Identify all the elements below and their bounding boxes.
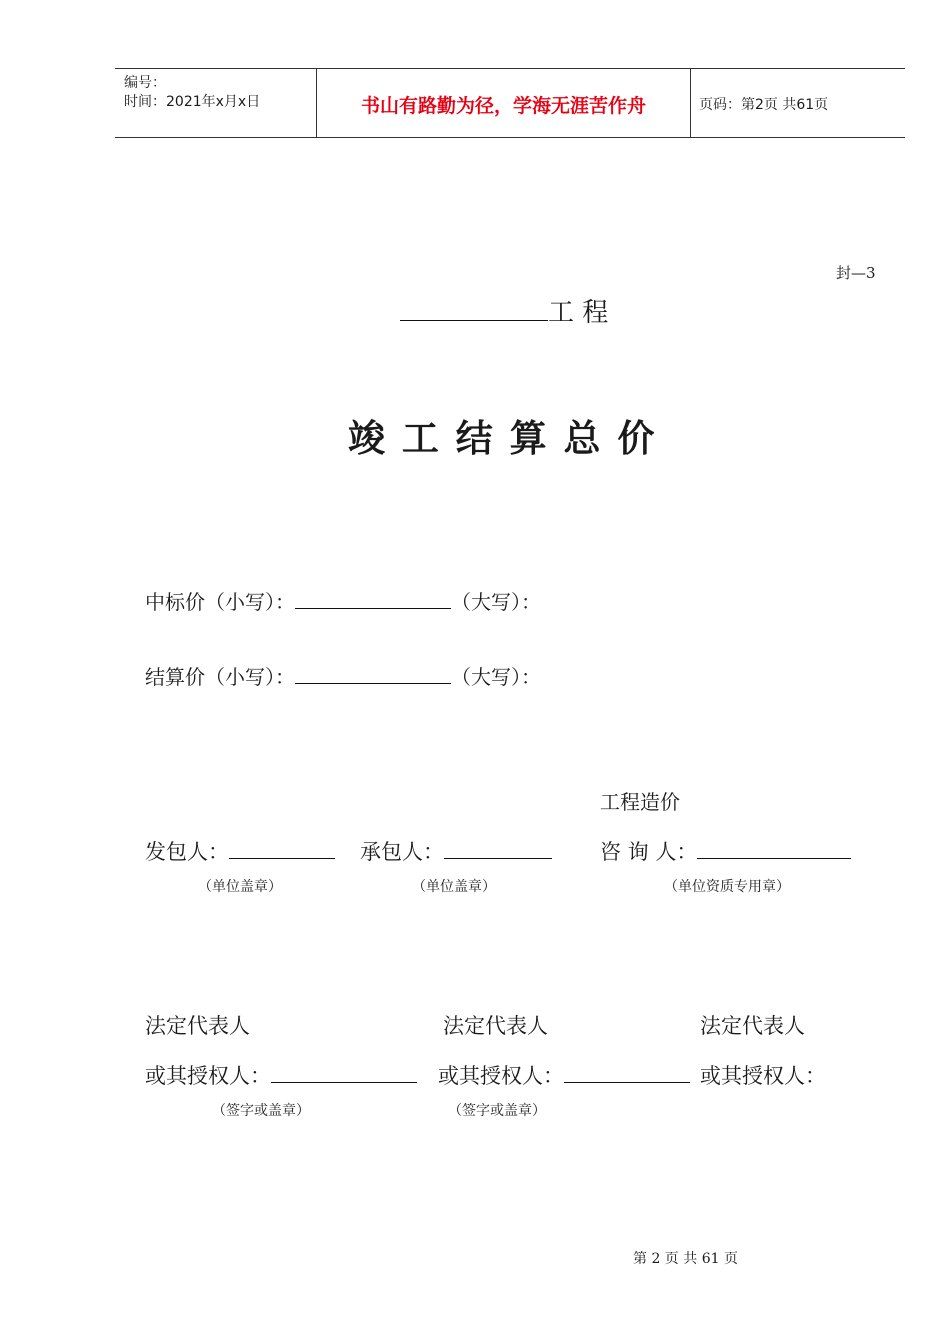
project-name-blank — [400, 319, 548, 321]
consultant-field — [600, 836, 851, 866]
contractor-stamp-note: （单位盖章） — [412, 879, 496, 895]
consultant-label: 咨 询 人： — [600, 840, 698, 864]
contractor-field — [360, 836, 552, 866]
issuer-blank — [229, 857, 335, 859]
header-meta-cell — [115, 69, 316, 137]
page-footer: 第 2 页 共 61 页 — [633, 1251, 738, 1267]
authorized-field-3 — [700, 1060, 826, 1090]
header-time: 时间：2021年x月x日 — [124, 94, 261, 110]
settle-price-blank — [295, 682, 451, 684]
sign-note-2: （签字或盖章） — [448, 1103, 546, 1119]
issuer-stamp-note: （单位盖章） — [198, 879, 282, 895]
bid-price-blank — [295, 607, 451, 609]
authorized-field-1 — [145, 1060, 417, 1090]
header-number: 编号： — [124, 75, 166, 91]
authorized-field-2 — [438, 1060, 690, 1090]
contractor-blank — [444, 857, 552, 859]
main-title: 竣 工 结 算 总 价 — [348, 416, 657, 460]
settle-price-label: 结算价（小写）： — [145, 665, 295, 689]
header-page-number: 页码：第2页 共61页 — [699, 97, 829, 113]
issuer-field — [145, 836, 335, 866]
legal-rep-label-3: 法定代表人 — [700, 1014, 805, 1038]
project-line — [400, 292, 608, 329]
consultant-stamp-note: （单位资质专用章） — [664, 879, 790, 895]
legal-rep-label-2: 法定代表人 — [443, 1014, 548, 1038]
legal-rep-label-1: 法定代表人 — [145, 1014, 250, 1038]
bid-price-label: 中标价（小写）： — [145, 590, 295, 614]
consultant-blank — [697, 857, 851, 859]
bid-price-upper-label: （大写）： — [451, 590, 541, 614]
issuer-label: 发包人： — [145, 840, 229, 864]
header-motto-cell — [316, 69, 691, 137]
sign-note-1: （签字或盖章） — [212, 1103, 310, 1119]
authorized-blank-1 — [271, 1081, 417, 1083]
header-motto: 书山有路勤为径，学海无涯苦作舟 — [360, 95, 646, 117]
authorized-label-3: 或其授权人： — [700, 1064, 826, 1088]
cover-code: 封—3 — [836, 264, 876, 282]
consult-top-label: 工程造价 — [600, 790, 680, 814]
contractor-label: 承包人： — [360, 840, 444, 864]
bid-price-row — [145, 586, 541, 615]
authorized-label-2: 或其授权人： — [438, 1064, 564, 1088]
header-page-cell — [690, 69, 905, 137]
settle-price-row — [145, 661, 541, 690]
project-label: 工 程 — [548, 298, 609, 328]
authorized-label-1: 或其授权人： — [145, 1064, 271, 1088]
authorized-blank-2 — [564, 1081, 690, 1083]
page-header — [115, 68, 905, 138]
settle-price-upper-label: （大写）： — [451, 665, 541, 689]
